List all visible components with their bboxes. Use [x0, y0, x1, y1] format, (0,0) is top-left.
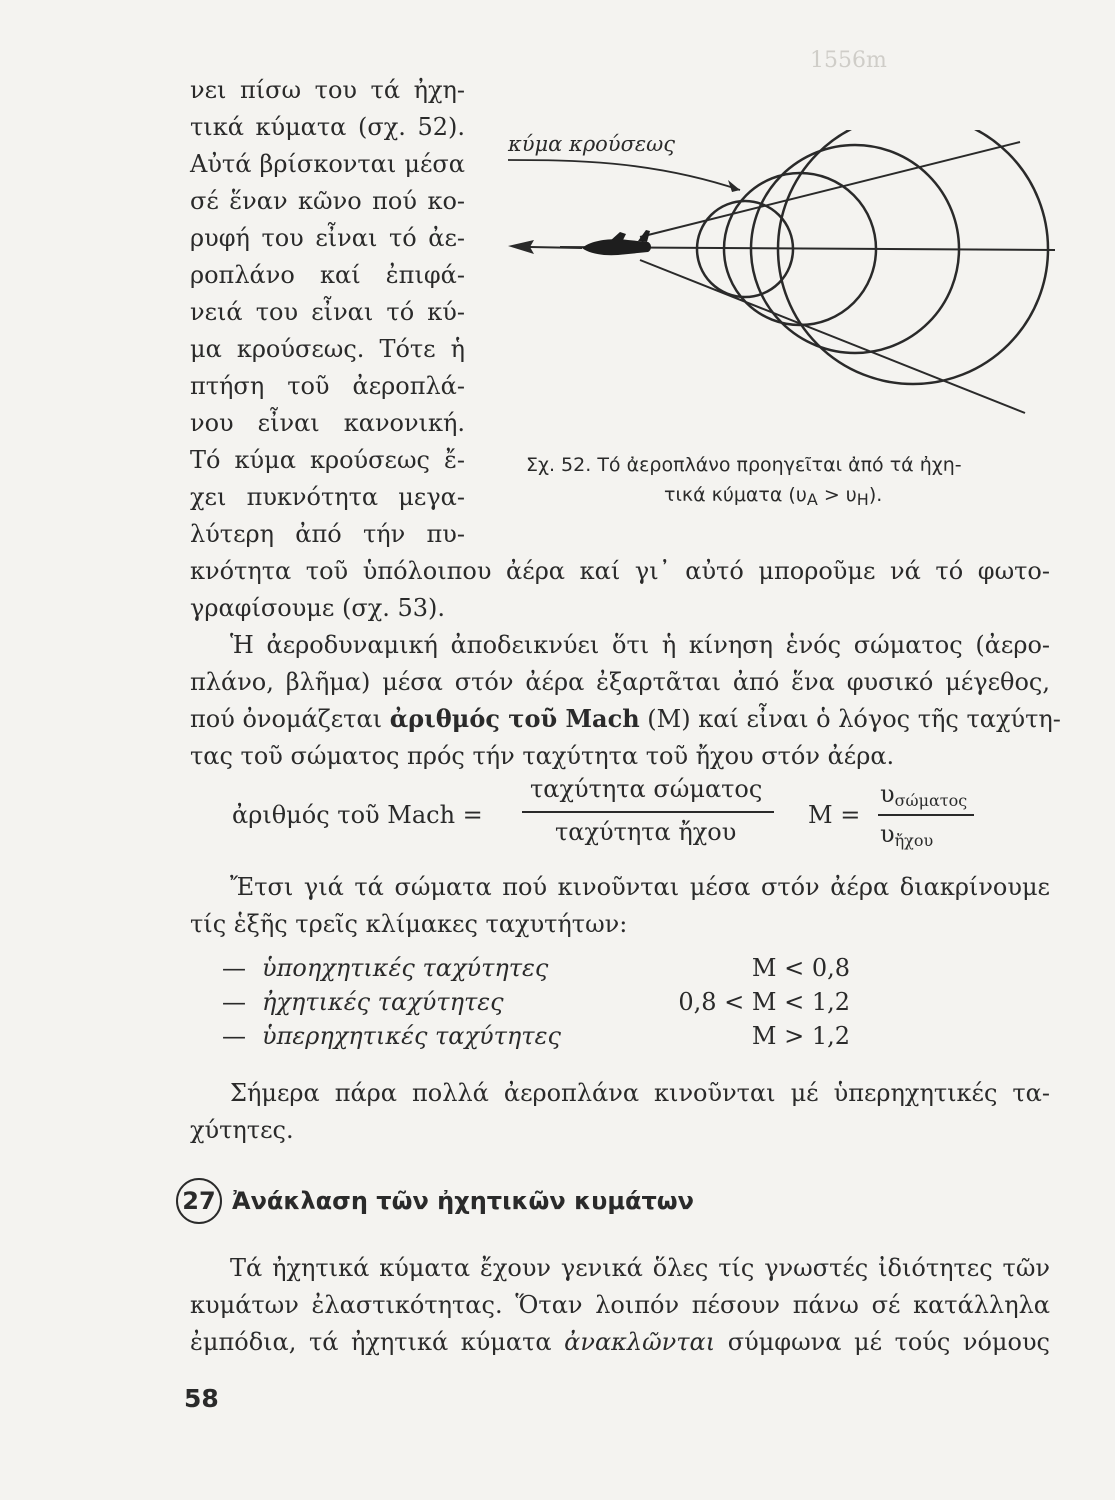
text-line: ροπλάνο καί ἐπιφά-: [190, 261, 465, 289]
fraction-bar: [522, 811, 774, 813]
shock-cone-diagram: [500, 130, 1070, 430]
shock-cone-lower-line: [640, 260, 1025, 413]
text-line: Σήμερα πάρα πολλά ἀεροπλάνα κινοῦνται μέ ὑπερηχητικές τα-: [230, 1079, 1050, 1107]
text-line: κνότητα τοῦ ὑπόλοιπου ἀέρα καί γι᾽ αὐτό μποροῦμε νά τό φωτο-: [190, 557, 1050, 585]
text-line: πλάνο, βλῆμα) μέσα στόν ἀέρα ἐξαρτᾶται ἀπό ἕνα φυσικό μέγεθος,: [190, 668, 1050, 696]
list-item-label: ὑποηχητικές ταχύτητες: [262, 954, 549, 982]
list-item-dash: —: [222, 954, 246, 982]
text-line: νειά του εἶναι τό κύ-: [190, 298, 465, 326]
figure-52-shock-cone: [500, 130, 1070, 430]
formula-numerator: ταχύτητα σώματος: [530, 775, 763, 803]
text-line: Ἔτσι γιά τά σώματα πού κινοῦνται μέσα στόν ἀέρα διακρίνουμε: [230, 873, 1050, 901]
text-line: χύτητες.: [190, 1116, 294, 1144]
text-line: Τά ἠχητικά κύματα ἔχουν γενικά ὅλες τίς γνωστές ἰδιότητες τῶν: [230, 1254, 1050, 1282]
list-item-condition: 0,8 < M < 1,2: [678, 988, 850, 1016]
text-line: χει πυκνότητα μεγα-: [190, 483, 465, 511]
text-line: τικά κύματα (σχ. 52).: [190, 113, 465, 141]
text-line: ρυφή του εἶναι τό ἀε-: [190, 224, 465, 252]
text-line: νου εἶναι κανονική.: [190, 409, 465, 437]
text-line: Αὐτά βρίσκονται μέσα: [190, 150, 465, 178]
list-item-label: ὑπερηχητικές ταχύτητες: [262, 1022, 561, 1050]
text-line: μα κρούσεως. Τότε ἡ: [190, 335, 465, 363]
formula-label: ἀριθμός τοῦ Mach =: [232, 801, 483, 829]
section-number-badge: 27: [176, 1178, 222, 1224]
show-through-watermark: 1556m: [810, 48, 887, 73]
text-line: λύτερη ἀπό τήν πυ-: [190, 520, 465, 548]
formula-m-symbol: M =: [808, 801, 861, 829]
shock-label-leader-line: [508, 160, 740, 190]
list-item-label: ἠχητικές ταχύτητες: [262, 988, 504, 1016]
formula-v-denominator: $\upsilon_{ἤ\chi o\upsilon}$: [880, 820, 934, 850]
formula-denominator: ταχύτητα ἤχου: [555, 818, 737, 846]
airplane-icon: [582, 230, 651, 255]
direction-arrow-shaft: [530, 247, 582, 248]
text-line: τας τοῦ σώματος πρός τήν ταχύτητα τοῦ ἤχου στόν ἀέρα.: [190, 742, 895, 770]
shock-cone-upper-line: [640, 142, 1020, 237]
text-line: νει πίσω του τά ἠχη-: [190, 76, 465, 104]
caption-line-1: Σχ. 52. Τό ἀεροπλάνο προηγεῖται ἀπό τά ἠχη-: [526, 454, 962, 476]
text-line: τίς ἑξῆς τρεῖς κλίμακες ταχυτήτων:: [190, 910, 628, 938]
figure-caption: [526, 450, 962, 515]
page-number: 58: [184, 1384, 219, 1413]
caption-line-2: τικά κύματα $(\upsilon_A > \upsilon_H)$.: [664, 484, 883, 509]
text-line: κυμάτων ἐλαστικότητας. Ὅταν λοιπόν πέσουν πάνω σέ κατάλληλα: [190, 1291, 1050, 1319]
text-line: πού ὀνομάζεται ἀριθμός τοῦ Mach (M) καί εἶναι ὁ λόγος τῆς ταχύτη-: [190, 704, 1061, 733]
mach-number-term: ἀριθμός τοῦ Mach: [389, 704, 640, 733]
text-line: γραφίσουμε (σχ. 53).: [190, 594, 446, 622]
formula-v-numerator: $\upsilon_{\sigma ώ\mu\alpha\tau o\varsigma}$: [880, 780, 968, 810]
text-line: Ἡ ἀεροδυναμική ἀποδεικνύει ὅτι ἡ κίνηση ἑνός σώματος (ἀερο-: [230, 631, 1050, 659]
text-line: Τό κύμα κρούσεως ἔ-: [190, 446, 465, 474]
section-title: Ἀνάκλαση τῶν ἠχητικῶν κυμάτων: [232, 1187, 695, 1215]
text-line: σέ ἕναν κῶνο πού κο-: [190, 187, 465, 215]
list-item-dash: —: [222, 1022, 246, 1050]
list-item-dash: —: [222, 988, 246, 1016]
list-item-condition: M < 0,8: [751, 954, 850, 982]
text-line: πτήση τοῦ ἀεροπλά-: [190, 372, 465, 400]
shock-wave-label: κύμα κρούσεως: [508, 132, 676, 156]
list-item-condition: M > 1,2: [751, 1022, 850, 1050]
text-line: ἐμπόδια, τά ἠχητικά κύματα ἀνακλῶνται σύμφωνα μέ τούς νόμους: [190, 1328, 1050, 1356]
